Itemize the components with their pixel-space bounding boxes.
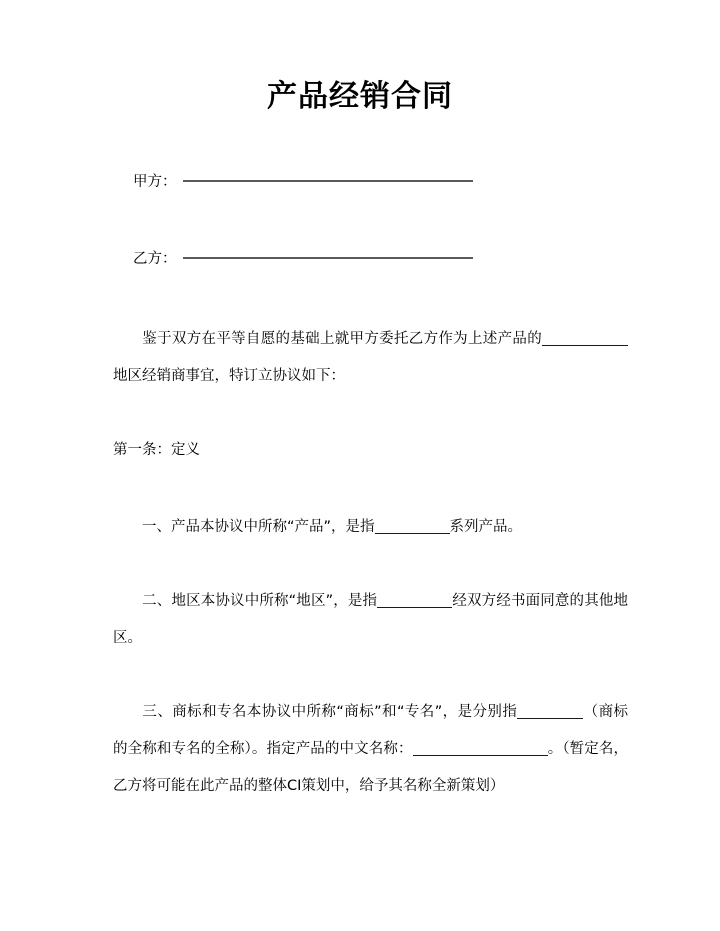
document-body [0, 164, 720, 805]
party-a-row [113, 164, 628, 201]
clause-three-text-part-3: 。（暂定名，乙方将可能在此产品的整体CI策划中，给予其名称全新策划） [113, 740, 629, 794]
clause-one-text-part-2: 系列产品。 [449, 518, 523, 535]
clause-two-blank[interactable] [377, 607, 452, 608]
spacer [113, 278, 628, 321]
preamble-text-after-blank: 地区经销商事宜，特订立协议如下： [113, 367, 345, 384]
clause-one [113, 509, 628, 546]
party-b-row [113, 241, 628, 278]
spacer [113, 469, 628, 509]
preamble-region-blank[interactable] [542, 345, 628, 346]
party-b-label: 乙方： [133, 250, 177, 267]
clause-one-blank[interactable] [375, 533, 450, 534]
clause-three-text-part-2: （商标的全称和专名的全称）。指定产品的中文名称： [113, 703, 629, 757]
page-title: 产品经销合同 [267, 79, 453, 114]
spacer [113, 546, 628, 583]
preamble-paragraph [113, 321, 628, 395]
party-a-input[interactable] [183, 180, 473, 182]
party-a-label: 甲方： [133, 173, 177, 190]
clause-three-trademark-blank[interactable] [517, 718, 583, 719]
clause-three-text-part-1: 三、商标和专名本协议中所称“商标”和“专名”，是分别指 [142, 703, 518, 720]
preamble-text-before-blank: 鉴于双方在平等自愿的基础上就甲方委托乙方作为上述产品的 [142, 330, 542, 347]
clause-three [113, 694, 628, 805]
clause-two [113, 583, 628, 657]
clause-two-text-part-2: 经双方经书面同意的其他地区。 [113, 592, 629, 646]
clause-three-product-name-blank[interactable] [413, 755, 548, 756]
spacer [113, 201, 628, 241]
spacer [113, 657, 628, 694]
article-one-heading-text: 第一条：定义 [113, 441, 200, 458]
article-one-heading [113, 432, 628, 469]
spacer [113, 395, 628, 432]
clause-one-text-part-1: 一、产品本协议中所称“产品”，是指 [142, 518, 375, 535]
clause-two-text-part-1: 二、地区本协议中所称“地区”，是指 [142, 592, 378, 609]
party-b-input[interactable] [183, 257, 473, 259]
